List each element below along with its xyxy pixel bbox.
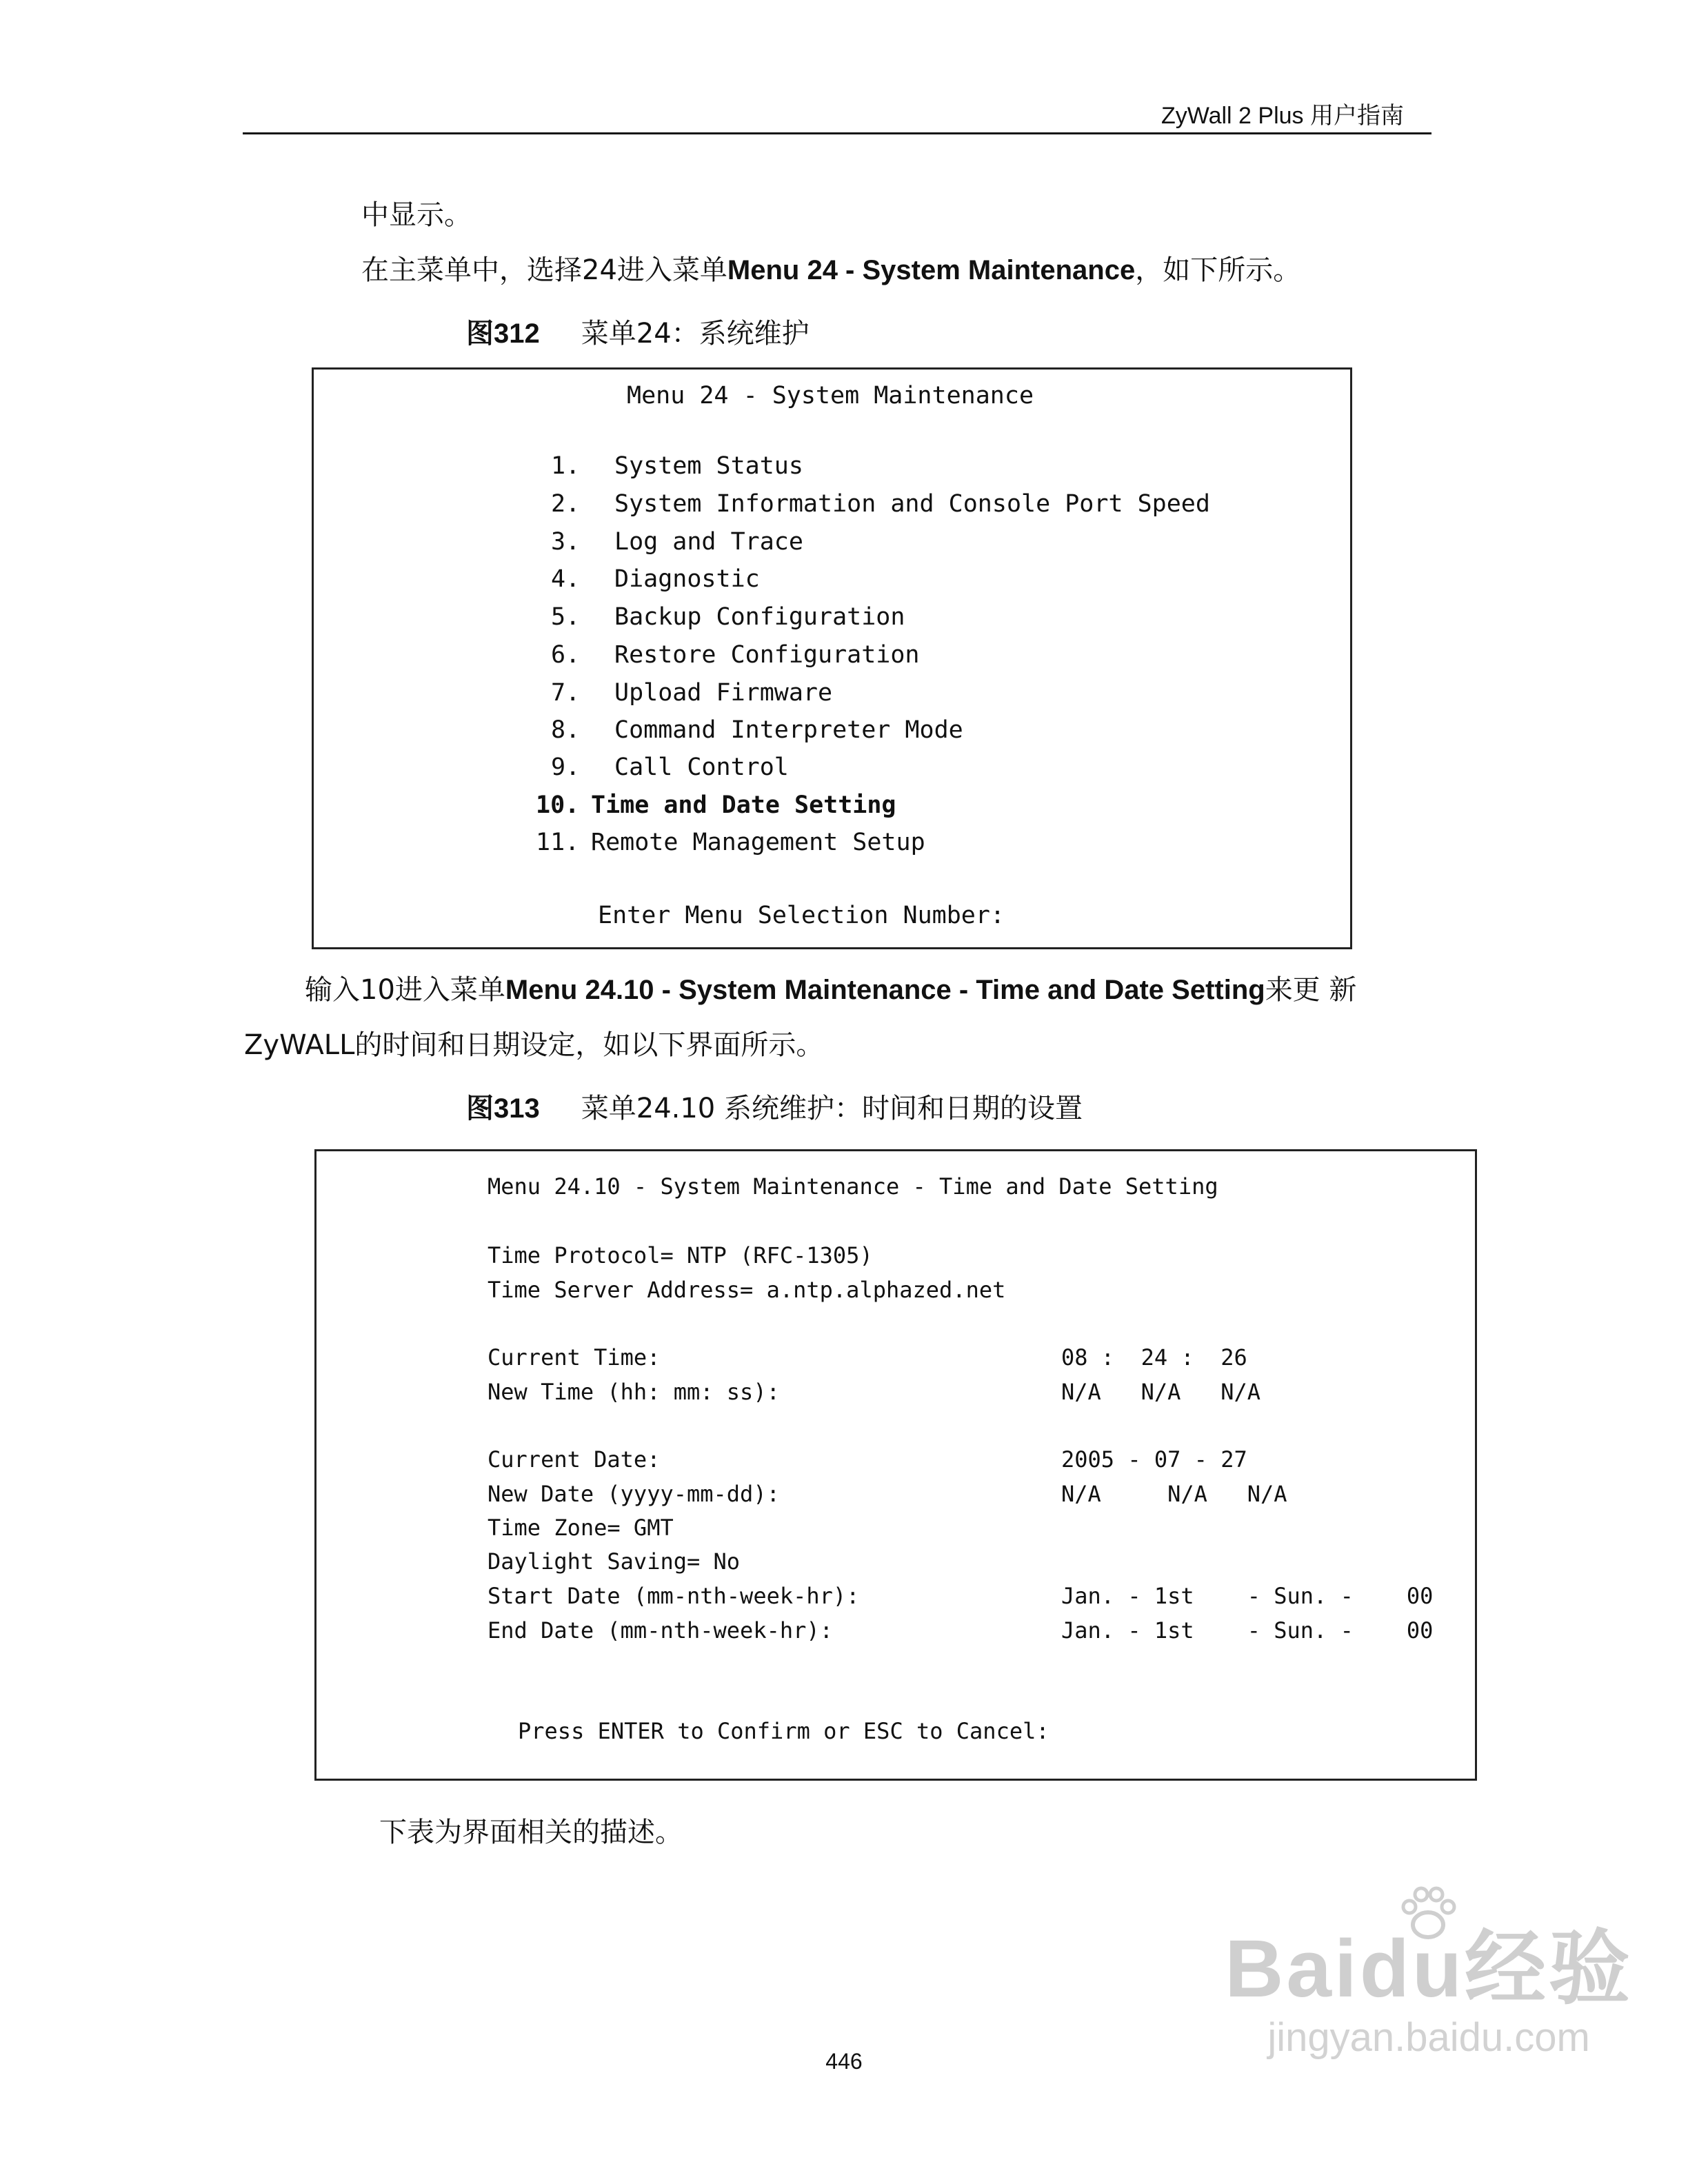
figure-313-caption [466,1086,1083,1126]
end-date-value: Jan. - 1st - Sun. - 00 [1061,1617,1434,1644]
end-date-label: End Date (mm-nth-week-hr): [488,1617,833,1644]
menu-item-system-status: System Status [614,452,803,480]
menu-item-num: 11. [536,829,580,856]
start-date-value: Jan. - 1st - Sun. - 00 [1061,1583,1434,1609]
intro-line-2-pre: 在主菜单中，选择24进入菜单 [361,254,727,286]
figure-313-label: 图313 [466,1093,540,1124]
menu-item-system-information: System Information and Console Port Speed [614,490,1210,518]
para-2-line-2: ZyWALL的时间和日期设定，如以下界面所示。 [244,1029,824,1061]
figure-313-text: 菜单24.10 系统维护：时间和日期的设置 [581,1093,1083,1124]
menu-24-title: Menu 24 - System Maintenance [627,382,1034,410]
current-time-label: Current Time: [488,1344,661,1371]
menu-item-diagnostic: Diagnostic [614,565,760,593]
current-date-label: Current Date: [488,1446,661,1473]
menu-item-log-and-trace: Log and Trace [614,528,803,556]
paw-icon [1397,1882,1459,1944]
para-2-line-1 [305,976,1356,1004]
new-time-label: New Time (hh: mm: ss): [488,1379,780,1405]
menu-item-restore-configuration: Restore Configuration [614,641,920,669]
new-time-value: N/A N/A N/A [1061,1379,1260,1405]
daylight-saving: Daylight Saving= No [488,1548,741,1575]
new-date-value: N/A N/A N/A [1061,1481,1287,1507]
intro-line-2-bold: Menu 24 - System Maintenance [727,255,1136,285]
menu-item-num: 3. [551,528,581,556]
closing-text: 下表为界面相关的描述。 [379,1817,683,1848]
intro-line-2 [361,256,1300,284]
page-number: 446 [825,2049,863,2074]
menu-24-10-screen [314,1149,1477,1781]
header-rule [243,132,1431,134]
new-date-label: New Date (yyyy-mm-dd): [488,1481,780,1507]
header-title: ZyWall 2 Plus 用户指南 [1160,103,1404,129]
para-2-post: 来更 新 [1265,974,1357,1006]
time-zone: Time Zone= GMT [488,1515,674,1541]
menu-item-call-control: Call Control [614,754,789,781]
current-time-value: 08 : 24 : 26 [1061,1344,1247,1371]
menu-24-prompt: Enter Menu Selection Number: [598,902,1005,929]
baidu-watermark [1225,1903,1633,2061]
menu-item-num: 1. [551,452,581,480]
menu-item-remote-management: Remote Management Setup [591,829,925,856]
watermark-brand: Baidu经验 [1225,1923,1633,2014]
time-protocol: Time Protocol= NTP (RFC-1305) [488,1242,873,1268]
figure-312-caption [466,312,810,351]
intro-line-2-post: ，如下所示。 [1135,254,1301,286]
menu-item-num: 9. [551,754,581,781]
menu-item-upload-firmware: Upload Firmware [614,679,833,707]
menu-24-10-title: Menu 24.10 - System Maintenance - Time and Date Setting [488,1173,1218,1200]
menu-item-time-and-date: Time and Date Setting [591,791,896,819]
time-server-address: Time Server Address= a.ntp.alphazed.net [488,1277,1006,1303]
menu-item-num: 10. [536,791,580,819]
start-date-label: Start Date (mm-nth-week-hr): [488,1583,860,1609]
current-date-value: 2005 - 07 - 27 [1061,1446,1247,1473]
figure-312-text: 菜单24：系统维护 [581,318,810,350]
watermark-url: jingyan.baidu.com [1267,2015,1590,2060]
menu-item-command-interpreter: Command Interpreter Mode [614,716,963,744]
menu-24-10-prompt: Press ENTER to Confirm or ESC to Cancel: [518,1718,1049,1744]
menu-item-num: 2. [551,490,581,518]
menu-item-num: 5. [551,603,581,631]
intro-line-1: 中显示。 [361,199,472,231]
menu-24-screen [312,367,1352,949]
menu-item-num: 7. [551,679,581,707]
para-2-bold: Menu 24.10 - System Maintenance - Time and Date Setting [505,975,1265,1005]
figure-312-label: 图312 [466,318,540,349]
menu-item-backup-configuration: Backup Configuration [614,603,905,631]
menu-item-num: 8. [551,716,581,744]
menu-item-num: 6. [551,641,581,669]
menu-item-num: 4. [551,565,581,593]
para-2-pre: 输入10进入菜单 [305,974,505,1006]
